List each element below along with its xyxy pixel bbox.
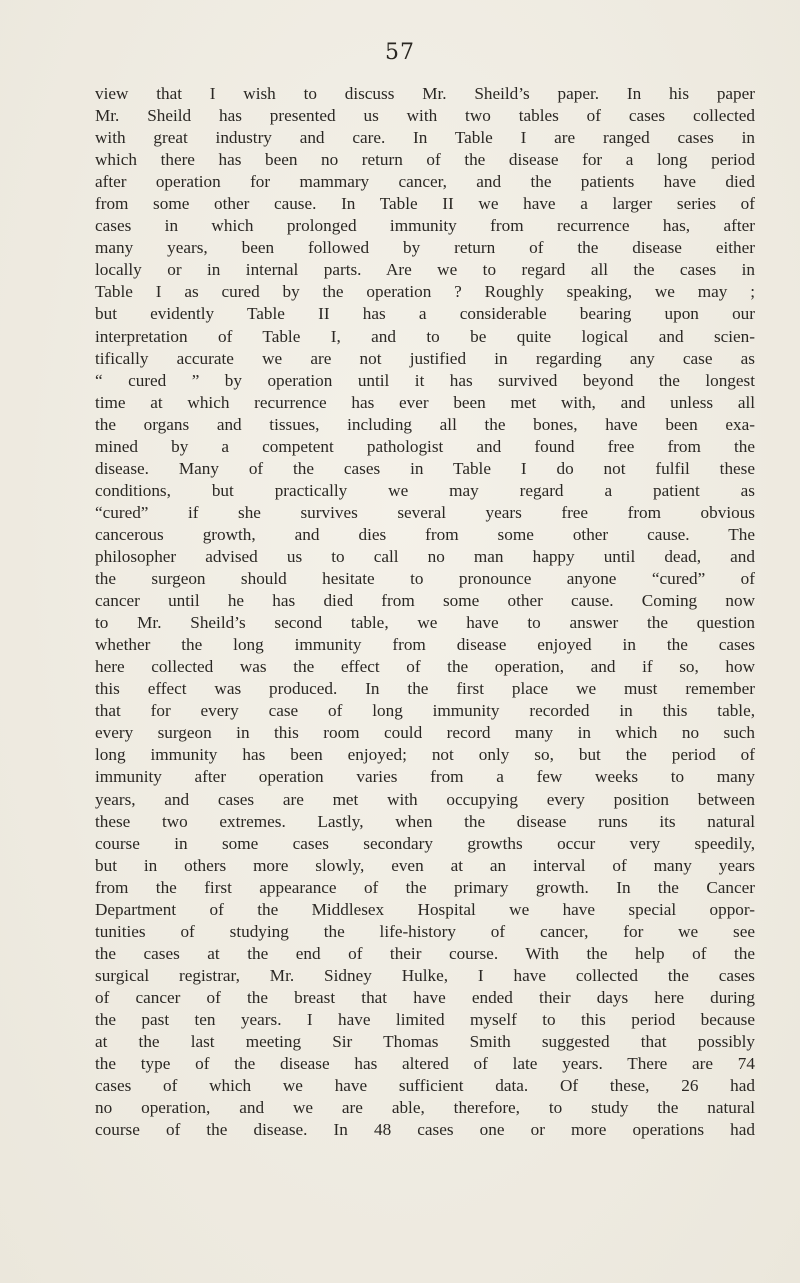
body-text: [95, 83, 755, 1141]
text-line: the past ten years. I have limited myself to this period because: [95, 1009, 755, 1029]
text-line: of cancer of the breast that have ended their days here during: [95, 987, 755, 1007]
text-line: “ cured ” by operation until it has survived beyond the longest: [95, 370, 755, 390]
text-line: cases of which we have sufficient data. Of these, 26 had: [95, 1076, 755, 1096]
text-line: no operation, and we are able, therefore, to study the natural: [95, 1098, 755, 1118]
text-line: Department of the Middlesex Hospital we have special oppor-: [95, 899, 755, 919]
text-line: time at which recurrence has ever been met with, and unless all: [95, 392, 755, 412]
text-line: “cured” if she survives several years free from obvious: [95, 502, 755, 522]
text-line: immunity after operation varies from a few weeks to many: [95, 767, 755, 787]
text-line: but evidently Table II has a considerable bearing upon our: [95, 304, 755, 324]
text-line: the surgeon should hesitate to pronounce anyone “cured” of: [95, 569, 755, 589]
text-line: interpretation of Table I, and to be quite logical and scien-: [95, 326, 755, 346]
text-line: surgical registrar, Mr. Sidney Hulke, I have collected the cases: [95, 965, 755, 985]
text-line: whether the long immunity from disease enjoyed in the cases: [95, 635, 755, 655]
text-line: which there has been no return of the disease for a long period: [95, 150, 755, 170]
text-line: cancerous growth, and dies from some other cause. The: [95, 524, 755, 544]
text-line: tifically accurate we are not justified in regarding any case as: [95, 348, 755, 368]
text-line: Mr. Sheild has presented us with two tables of cases collected: [95, 106, 755, 126]
text-line: cancer until he has died from some other cause. Coming now: [95, 591, 755, 611]
text-line: philosopher advised us to call no man happy until dead, and: [95, 546, 755, 566]
text-line: every surgeon in this room could record many in which no such: [95, 723, 755, 743]
text-line: with great industry and care. In Table I are ranged cases in: [95, 128, 755, 148]
text-line: these two extremes. Lastly, when the disease runs its natural: [95, 811, 755, 831]
text-line: cases in which prolonged immunity from recurrence has, after: [95, 216, 755, 236]
text-line: years, and cases are met with occupying every position between: [95, 789, 755, 809]
page-number: 57: [385, 40, 415, 65]
text-line: to Mr. Sheild’s second table, we have to answer the question: [95, 613, 755, 633]
text-line: tunities of studying the life-history of cancer, for we see: [95, 921, 755, 941]
text-line: long immunity has been enjoyed; not only so, but the period of: [95, 745, 755, 765]
text-line: this effect was produced. In the first place we must remember: [95, 679, 755, 699]
text-line: locally or in internal parts. Are we to regard all the cases in: [95, 260, 755, 280]
text-line: many years, been followed by return of the disease either: [95, 238, 755, 258]
text-line: conditions, but practically we may regard a patient as: [95, 480, 755, 500]
text-line: Table I as cured by the operation ? Roughly speaking, we may ;: [95, 282, 755, 302]
text-line: that for every case of long immunity recorded in this table,: [95, 701, 755, 721]
text-line: at the last meeting Sir Thomas Smith suggested that possibly: [95, 1032, 755, 1052]
text-line: after operation for mammary cancer, and the patients have died: [95, 172, 755, 192]
text-line: mined by a competent pathologist and found free from the: [95, 436, 755, 456]
text-line: but in others more slowly, even at an interval of many years: [95, 855, 755, 875]
text-line: course in some cases secondary growths occur very speedily,: [95, 833, 755, 853]
text-line: disease. Many of the cases in Table I do not fulfil these: [95, 458, 755, 478]
text-line: view that I wish to discuss Mr. Sheild’s paper. In his paper: [95, 84, 755, 103]
text-line: from the first appearance of the primary growth. In the Cancer: [95, 877, 755, 897]
text-line: the organs and tissues, including all the bones, have been exa-: [95, 414, 755, 434]
text-line: from some other cause. In Table II we have a larger series of: [95, 194, 755, 214]
text-line: course of the disease. In 48 cases one or more operations had: [95, 1120, 755, 1140]
text-line: the type of the disease has altered of late years. There are 74: [95, 1054, 755, 1074]
text-line: here collected was the effect of the operation, and if so, how: [95, 657, 755, 677]
text-line: the cases at the end of their course. With the help of the: [95, 943, 755, 963]
